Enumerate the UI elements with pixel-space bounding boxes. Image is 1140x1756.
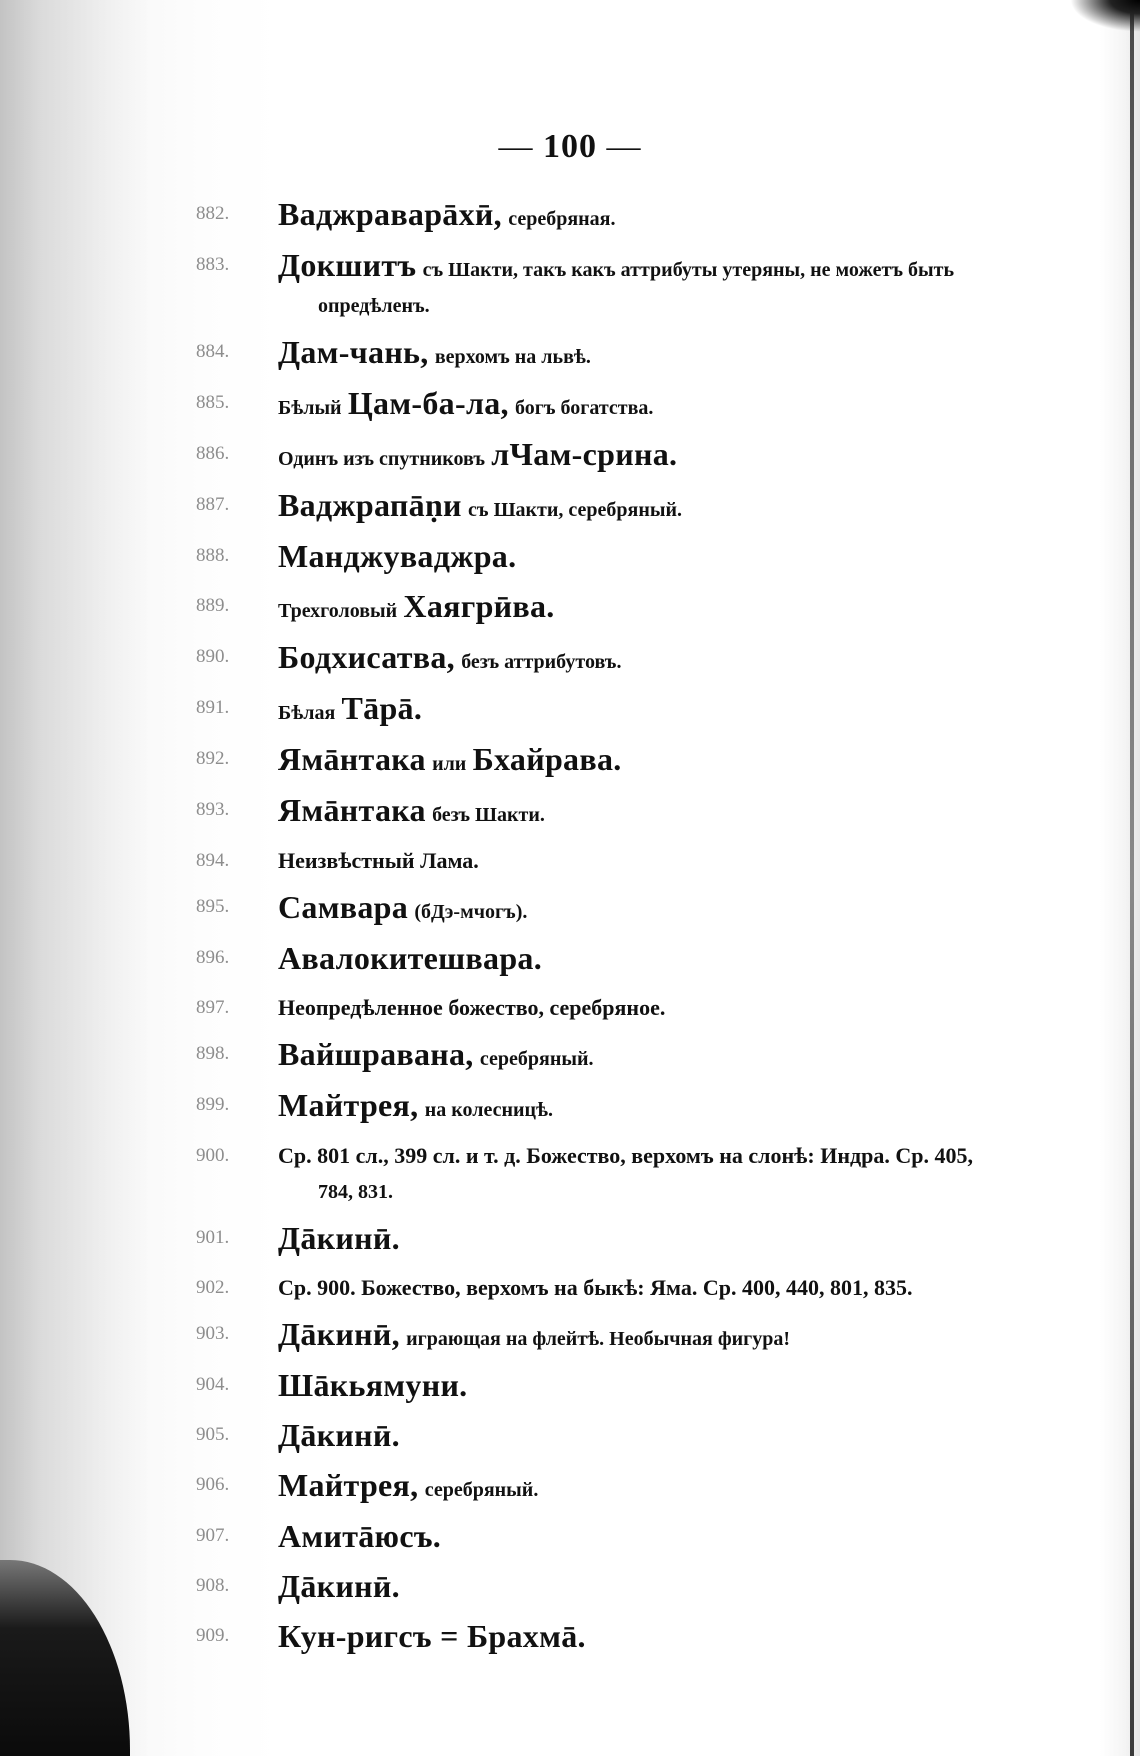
entry-title: Хаягрӣва. <box>403 588 555 624</box>
entry-number: 897. <box>196 997 230 1018</box>
entry-number: 885. <box>196 392 230 413</box>
entry-number: 889. <box>196 595 230 616</box>
entry-number: 884. <box>196 341 230 362</box>
entry-description: безъ аттрибутовъ. <box>461 651 622 673</box>
entry-number: 899. <box>196 1094 230 1115</box>
entry-prefix: Бѣлая <box>278 702 336 724</box>
entry-continuation: опредѣленъ. <box>318 295 430 317</box>
entry-887 <box>196 487 1076 528</box>
entry-884 <box>196 334 1076 375</box>
page-number-dash-right: — <box>597 128 642 165</box>
entry-number: 905. <box>196 1424 230 1445</box>
entry-description: богъ богатства. <box>515 397 654 419</box>
entry-title-alt: Бхайрава. <box>472 741 622 777</box>
entry-882 <box>196 196 1076 237</box>
entry-title: Майтрея, <box>278 1467 419 1503</box>
entry-conjunction: или <box>432 753 467 775</box>
entry-number: 903. <box>196 1323 230 1344</box>
entry-number: 890. <box>196 646 230 667</box>
entry-894 <box>196 843 1076 879</box>
entry-description: на колесницѣ. <box>424 1099 554 1121</box>
entry-906 <box>196 1467 1076 1508</box>
entry-number: 891. <box>196 697 230 718</box>
entry-number: 908. <box>196 1575 230 1596</box>
entry-text: Неизвѣстный Лама. <box>278 848 479 873</box>
entry-908 <box>196 1568 1076 1608</box>
entry-907 <box>196 1518 1076 1558</box>
entry-904 <box>196 1367 1076 1407</box>
entry-prefix: Трехголовый <box>278 600 398 622</box>
entry-title: Ваджраварāхӣ, <box>278 196 502 232</box>
entry-892 <box>196 741 1076 782</box>
entry-number: 902. <box>196 1277 230 1298</box>
entry-number: 893. <box>196 799 230 820</box>
entry-title: Дāкинӣ. <box>278 1417 400 1453</box>
entry-number: 883. <box>196 254 230 275</box>
entry-905 <box>196 1417 1076 1457</box>
entry-description: серебряная. <box>508 208 616 230</box>
entry-898 <box>196 1036 1076 1077</box>
entry-description: съ Шакти, серебряный. <box>468 499 683 521</box>
page-number-dash-left: — <box>498 128 543 165</box>
entry-number: 887. <box>196 494 230 515</box>
entry-text: Ср. 801 сл., 399 сл. и т. д. Божество, верхомъ на слонѣ: Индра. Ср. 405, <box>278 1143 973 1168</box>
entry-number: 896. <box>196 947 230 968</box>
entry-title: Ямāнтака <box>278 792 426 828</box>
entry-title: Амитāюсъ. <box>278 1518 442 1554</box>
entry-number: 901. <box>196 1227 230 1248</box>
entry-continuation: 784, 831. <box>318 1181 393 1203</box>
entry-number: 886. <box>196 443 230 464</box>
entry-description: безъ Шакти. <box>432 804 545 826</box>
entry-909 <box>196 1618 1076 1658</box>
entry-title: Тāрā. <box>341 690 423 726</box>
entry-897 <box>196 990 1076 1026</box>
entry-885 <box>196 385 1076 426</box>
entry-title: Ямāнтака <box>278 741 426 777</box>
entry-889 <box>196 588 1076 629</box>
entry-886 <box>196 436 1076 477</box>
entry-title: Манджуваджра. <box>278 538 517 574</box>
scan-shadow <box>0 0 150 1756</box>
entry-description: верхомъ на львѣ. <box>434 346 591 368</box>
entry-text: Ср. 900. Божество, верхомъ на быкѣ: Яма. Ср. 400, 440, 801, 835. <box>278 1275 913 1300</box>
entry-891 <box>196 690 1076 731</box>
entry-title: Авалокитешвара. <box>278 940 543 976</box>
catalog-entries <box>196 196 1076 1668</box>
entry-title: Шāкьямуни. <box>278 1367 468 1403</box>
entry-prefix: Бѣлый <box>278 397 342 419</box>
entry-description: серебряный. <box>424 1479 539 1501</box>
page-number-value: 100 <box>543 128 597 165</box>
entry-890 <box>196 639 1076 680</box>
entry-896 <box>196 940 1076 980</box>
entry-title: Майтрея, <box>278 1087 419 1123</box>
entry-number: 900. <box>196 1145 230 1166</box>
entry-title: Дам-чань, <box>278 334 429 370</box>
entry-prefix: Одинъ изъ спутниковъ <box>278 448 485 470</box>
entry-number: 888. <box>196 545 230 566</box>
page-edge-line <box>1130 0 1134 1756</box>
entry-903 <box>196 1316 1076 1357</box>
entry-description: съ Шакти, такъ какъ аттрибуты утеряны, не можетъ быть <box>422 259 955 281</box>
entry-895 <box>196 889 1076 930</box>
entry-title: Дāкинӣ. <box>278 1220 400 1256</box>
entry-description: (бДэ-мчогъ). <box>414 901 528 923</box>
entry-description: серебряный. <box>479 1048 594 1070</box>
entry-number: 892. <box>196 748 230 769</box>
entry-title: лЧам-срина. <box>491 436 678 472</box>
entry-888 <box>196 538 1076 578</box>
page-number <box>0 128 1140 166</box>
entry-901 <box>196 1220 1076 1260</box>
entry-number: 904. <box>196 1374 230 1395</box>
entry-883 <box>196 247 1076 324</box>
entry-title: Кун-ригсъ = Брахмā. <box>278 1618 586 1654</box>
entry-title: Докшитъ <box>278 247 417 283</box>
entry-number: 909. <box>196 1625 230 1646</box>
entry-title: Цам-ба-ла, <box>347 385 509 421</box>
entry-title: Вайшравана, <box>278 1036 474 1072</box>
entry-902 <box>196 1270 1076 1306</box>
entry-title: Дāкинӣ. <box>278 1568 400 1604</box>
entry-number: 898. <box>196 1043 230 1064</box>
entry-title: Самвара <box>278 889 409 925</box>
entry-899 <box>196 1087 1076 1128</box>
entry-description: играющая на флейтѣ. Необычная фигура! <box>406 1328 791 1350</box>
entry-title: Бодхисатва, <box>278 639 455 675</box>
entry-title: Дāкинӣ, <box>278 1316 400 1352</box>
corner-scan-mark <box>1070 0 1140 32</box>
entry-number: 882. <box>196 203 230 224</box>
entry-title: Ваджрапāṇи <box>278 487 462 523</box>
entry-900 <box>196 1138 1076 1210</box>
entry-number: 906. <box>196 1474 230 1495</box>
entry-893 <box>196 792 1076 833</box>
entry-number: 894. <box>196 850 230 871</box>
entry-number: 895. <box>196 896 230 917</box>
entry-text: Неопредѣленное божество, серебряное. <box>278 995 666 1020</box>
entry-number: 907. <box>196 1525 230 1546</box>
